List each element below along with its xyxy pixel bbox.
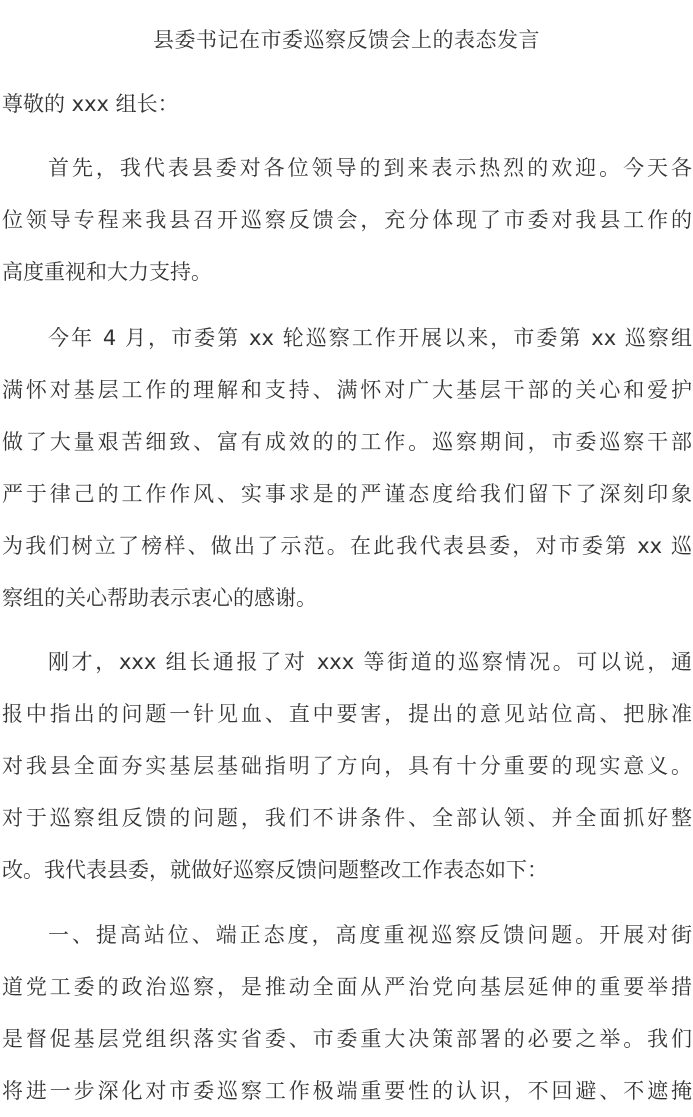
paragraph-line: 位领导专程来我县召开巡察反馈会，充分体现了市委对我县工作的	[2, 208, 692, 232]
paragraph-line: 做了大量艰苦细致、富有成效的的工作。巡察期间，市委巡察干部	[2, 430, 692, 454]
paragraph-line: 道党工委的政治巡察，是推动全面从严治党向基层延伸的重要举措	[2, 975, 692, 999]
paragraph-welcome	[2, 142, 692, 298]
salutation: 尊敬的 xxx 组长：	[2, 92, 179, 116]
paragraph-line: 严于律己的工作作风、实事求是的严谨态度给我们留下了深刻印象	[2, 482, 692, 506]
paragraph-line: 对于巡察组反馈的问题，我们不讲条件、全部认领、并全面抓好整	[2, 806, 692, 830]
paragraph-line: 是督促基层党组织落实省委、市委重大决策部署的必要之举。我们	[2, 1027, 692, 1051]
paragraph-line: 一、提高站位、端正态度，高度重视巡察反馈问题。开展对街	[48, 923, 692, 947]
paragraph-line: 高度重视和大力支持。	[2, 260, 212, 284]
paragraph-line: 改。我代表县委，就做好巡察反馈问题整改工作表态如下：	[2, 858, 548, 882]
paragraph-line: 察组的关心帮助表示衷心的感谢。	[2, 586, 317, 610]
paragraph-line: 今年 4 月，市委第 xx 轮巡察工作开展以来，市委第 xx 巡察组	[48, 326, 692, 350]
paragraph-line: 刚才，xxx 组长通报了对 xxx 等街道的巡察情况。可以说，通	[48, 650, 692, 674]
paragraph-line: 将进一步深化对市委巡察工作极端重要性的认识，不回避、不遮掩	[2, 1079, 692, 1103]
document-title: 县委书记在市委巡察反馈会上的表态发言	[153, 28, 540, 52]
paragraph-feedback	[2, 636, 692, 896]
paragraph-line: 满怀对基层工作的理解和支持、满怀对广大基层干部的关心和爱护	[2, 378, 692, 402]
paragraph-line: 首先，我代表县委对各位领导的到来表示热烈的欢迎。今天各	[48, 156, 692, 180]
paragraph-line: 对我县全面夯实基层基础指明了方向，具有十分重要的现实意义。	[2, 754, 692, 778]
paragraph-line: 为我们树立了榜样、做出了示范。在此我代表县委，对市委第 xx 巡	[2, 534, 692, 558]
paragraph-line: 报中指出的问题一针见血、直中要害，提出的意见站位高、把脉准	[2, 702, 692, 726]
paragraph-thanks	[2, 312, 692, 624]
paragraph-point-one	[2, 909, 692, 1117]
